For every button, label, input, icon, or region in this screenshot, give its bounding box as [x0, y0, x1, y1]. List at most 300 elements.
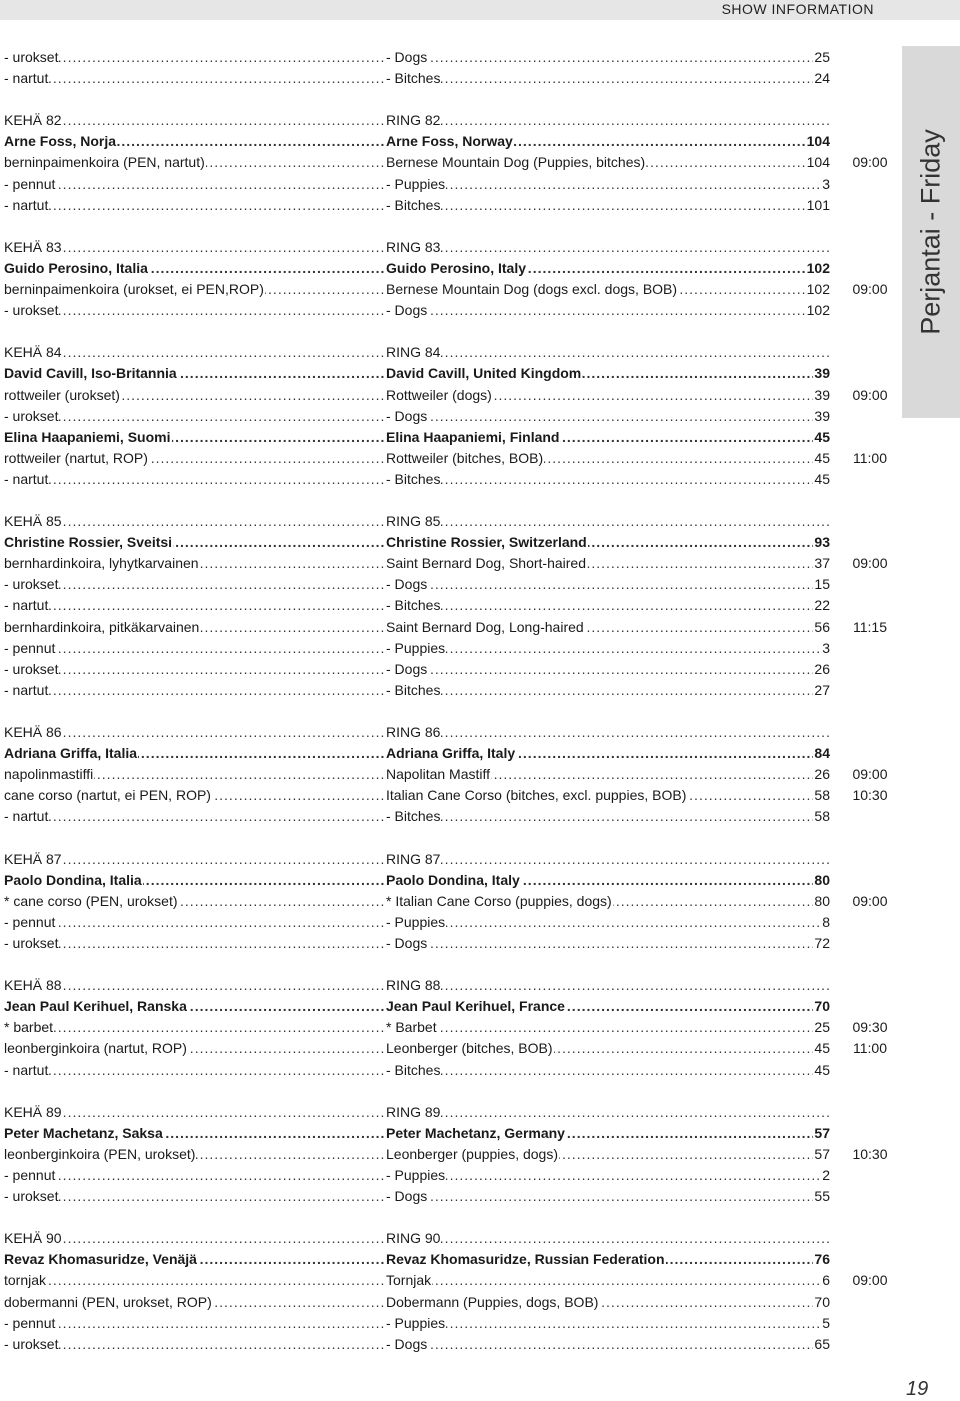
english-entry: [386, 722, 830, 743]
schedule-row: [4, 174, 897, 195]
finnish-entry-text: rottweiler (urokset): [4, 386, 120, 403]
finnish-entry-text: - urokset: [4, 934, 59, 951]
finnish-entry-text: berninpaimenkoira (urokset, ei PEN,ROP): [4, 281, 264, 298]
entry-count: 6: [821, 1270, 830, 1291]
english-entry-text: - Dogs: [386, 1335, 428, 1352]
english-entry-text: - Bitches: [386, 681, 441, 698]
finnish-entry: [4, 1165, 384, 1186]
entry-count: 45: [813, 1038, 830, 1059]
english-entry-text: Leonberger (bitches, BOB): [386, 1040, 553, 1057]
finnish-entry-text: leonberginkoira (nartut, ROP): [4, 1040, 187, 1057]
schedule-row: [4, 638, 897, 659]
finnish-entry: [4, 1017, 384, 1038]
schedule-row: [4, 1102, 897, 1123]
english-entry-text: Jean Paul Kerihuel, France: [386, 998, 565, 1015]
finnish-entry: [4, 891, 384, 912]
schedule-row: [4, 427, 897, 448]
finnish-entry-text: bernhardinkoira, lyhytkarvainen: [4, 555, 199, 572]
finnish-entry-text: Elina Haapaniemi, Suomi: [4, 428, 171, 445]
finnish-entry: [4, 300, 384, 321]
entry-count: 72: [813, 933, 830, 954]
english-entry-text: Adriana Griffa, Italy: [386, 745, 516, 762]
spacer-row: [4, 216, 897, 237]
section-title: SHOW INFORMATION: [721, 1, 874, 17]
english-entry: [386, 258, 830, 279]
schedule-row: [4, 1249, 897, 1270]
english-entry-text: * Italian Cane Corso (puppies, dogs): [386, 892, 612, 909]
english-entry: [386, 1102, 830, 1123]
entry-count: 45: [813, 1060, 830, 1081]
english-entry: [386, 764, 830, 785]
schedule-row: [4, 891, 897, 912]
english-entry: [386, 595, 830, 616]
spacer-row: [4, 490, 897, 511]
page-number: 19: [906, 1378, 929, 1400]
schedule-row: [4, 933, 897, 954]
schedule-row: [4, 1144, 897, 1165]
entry-count: 57: [813, 1144, 830, 1165]
entry-count: 24: [813, 68, 830, 89]
schedule-row: [4, 975, 897, 996]
english-entry-text: - Dogs: [386, 660, 428, 677]
entry-count: 93: [813, 532, 830, 553]
finnish-entry: [4, 110, 384, 131]
entry-count: 58: [813, 806, 830, 827]
finnish-entry-text: Christine Rossier, Sveitsi: [4, 534, 173, 551]
english-entry: [386, 1228, 830, 1249]
entry-count: 104: [806, 131, 830, 152]
schedule-row: [4, 1017, 897, 1038]
finnish-entry: [4, 1186, 384, 1207]
finnish-entry: [4, 448, 384, 469]
finnish-entry: [4, 279, 384, 300]
english-entry: [386, 511, 830, 532]
english-entry: [386, 385, 830, 406]
entry-count: 84: [813, 743, 830, 764]
english-entry-text: Paolo Dondina, Italy: [386, 871, 520, 888]
finnish-entry-text: KEHÄ 88: [4, 977, 62, 994]
english-entry-text: RING 86: [386, 724, 441, 740]
finnish-entry: [4, 574, 384, 595]
finnish-entry: [4, 342, 384, 363]
english-entry: [386, 785, 830, 806]
english-entry-text: - Dogs: [386, 49, 428, 65]
start-time: 11:15: [853, 618, 887, 635]
english-entry: [386, 617, 830, 638]
english-entry-text: Peter Machetanz, Germany: [386, 1124, 565, 1141]
entry-count: 45: [813, 427, 830, 448]
finnish-entry-text: tornjak: [4, 1272, 47, 1289]
english-entry-text: Leonberger (puppies, dogs): [386, 1145, 559, 1162]
schedule-row: [4, 617, 897, 638]
schedule-row: [4, 806, 897, 827]
english-entry: [386, 680, 830, 701]
entry-count: 102: [806, 279, 830, 300]
finnish-entry-text: KEHÄ 83: [4, 238, 62, 255]
finnish-entry-text: Jean Paul Kerihuel, Ranska: [4, 998, 187, 1015]
schedule-row: [4, 131, 897, 152]
finnish-entry: [4, 1313, 384, 1334]
finnish-entry-text: Paolo Dondina, Italia: [4, 871, 142, 888]
schedule-row: [4, 743, 897, 764]
spacer-row: [4, 1207, 897, 1228]
schedule-row: [4, 385, 897, 406]
english-entry-text: - Puppies: [386, 175, 446, 192]
finnish-entry: [4, 131, 384, 152]
entry-count: 104: [806, 152, 830, 173]
schedule-row: [4, 342, 897, 363]
schedule-row: [4, 152, 897, 173]
finnish-entry: [4, 975, 384, 996]
entry-count: 26: [813, 764, 830, 785]
start-time: 09:00: [852, 281, 888, 298]
finnish-entry-text: napolinmastiffi: [4, 766, 94, 783]
english-entry-text: - Puppies: [386, 1166, 446, 1183]
english-entry-text: - Bitches: [386, 597, 441, 614]
finnish-entry: [4, 806, 384, 827]
start-time: 10:30: [852, 1145, 888, 1162]
finnish-entry-text: - nartut: [4, 196, 49, 213]
english-entry-text: Elina Haapaniemi, Finland: [386, 428, 560, 445]
english-entry: [386, 1060, 830, 1081]
finnish-entry: [4, 406, 384, 427]
schedule-row: [4, 448, 897, 469]
finnish-entry: [4, 1249, 384, 1270]
schedule-row: [4, 110, 897, 131]
entry-count: 70: [813, 996, 830, 1017]
english-entry: [386, 174, 830, 195]
schedule-row: [4, 279, 897, 300]
schedule-row: [4, 912, 897, 933]
english-entry-text: David Cavill, United Kingdom: [386, 365, 582, 382]
start-time: 09:30: [852, 1019, 888, 1036]
entry-count: 37: [813, 553, 830, 574]
finnish-entry: [4, 1060, 384, 1081]
finnish-entry: [4, 722, 384, 743]
finnish-entry: [4, 849, 384, 870]
english-entry: [386, 1292, 830, 1313]
entry-count: 55: [813, 1186, 830, 1207]
english-entry: [386, 743, 830, 764]
spacer-row: [4, 321, 897, 342]
english-entry: [386, 996, 830, 1017]
english-entry: [386, 1270, 830, 1291]
english-entry: [386, 975, 830, 996]
finnish-entry: [4, 680, 384, 701]
finnish-entry: [4, 1334, 384, 1355]
entry-count: 76: [813, 1249, 830, 1270]
schedule-row: [4, 1313, 897, 1334]
schedule-row: [4, 722, 897, 743]
english-entry-text: Napolitan Mastiff: [386, 766, 491, 783]
english-entry-text: Bernese Mountain Dog (Puppies, bitches): [386, 154, 646, 171]
schedule-row: [4, 300, 897, 321]
english-entry: [386, 1123, 830, 1144]
entry-count: 27: [813, 680, 830, 701]
start-time: 11:00: [853, 449, 887, 466]
start-time: 11:00: [853, 1040, 887, 1057]
english-entry: [386, 891, 830, 912]
finnish-entry: [4, 469, 384, 490]
finnish-entry-text: - urokset: [4, 1335, 59, 1352]
english-entry: [386, 1165, 830, 1186]
english-entry: [386, 1017, 830, 1038]
english-entry: [386, 806, 830, 827]
schedule-row: [4, 785, 897, 806]
finnish-entry-text: KEHÄ 87: [4, 850, 62, 867]
english-entry-text: - Dogs: [386, 576, 428, 593]
finnish-entry: [4, 385, 384, 406]
schedule-row: [4, 553, 897, 574]
finnish-entry-text: * barbet: [4, 1019, 54, 1036]
english-entry-text: Saint Bernard Dog, Short-haired: [386, 555, 586, 572]
entry-count: 3: [821, 638, 830, 659]
english-entry-text: Rottweiler (dogs): [386, 386, 492, 403]
finnish-entry: [4, 933, 384, 954]
entry-count: 101: [806, 195, 830, 216]
finnish-entry-text: cane corso (nartut, ei PEN, ROP): [4, 787, 211, 804]
finnish-entry: [4, 511, 384, 532]
english-entry-text: - Bitches: [386, 196, 441, 213]
entry-count: 80: [813, 870, 830, 891]
schedule-row: [4, 870, 897, 891]
english-entry: [386, 342, 830, 363]
english-entry: [386, 131, 830, 152]
schedule-row: [4, 47, 897, 68]
english-entry-text: Guido Perosino, Italy: [386, 259, 527, 276]
finnish-entry-text: - pennut: [4, 1314, 56, 1331]
finnish-entry-text: - nartut: [4, 808, 49, 825]
entry-count: 22: [813, 595, 830, 616]
finnish-entry: [4, 785, 384, 806]
english-entry-text: RING 82: [386, 112, 441, 129]
english-entry: [386, 659, 830, 680]
entry-count: 102: [806, 258, 830, 279]
english-entry: [386, 532, 830, 553]
english-entry-text: - Puppies: [386, 1314, 446, 1331]
english-entry-text: - Bitches: [386, 470, 441, 487]
entry-count: 3: [821, 174, 830, 195]
finnish-entry: [4, 258, 384, 279]
english-entry-text: Rottweiler (bitches, BOB): [386, 449, 544, 466]
english-entry: [386, 152, 830, 173]
finnish-entry-text: rottweiler (nartut, ROP): [4, 449, 148, 466]
schedule-row: [4, 532, 897, 553]
finnish-entry-text: berninpaimenkoira (PEN, nartut): [4, 154, 205, 171]
finnish-entry: [4, 47, 384, 68]
english-entry-text: RING 87: [386, 850, 441, 867]
schedule-row: [4, 258, 897, 279]
spacer-row: [4, 701, 897, 722]
finnish-entry: [4, 912, 384, 933]
finnish-entry-text: KEHÄ 89: [4, 1103, 62, 1120]
schedule-row: [4, 195, 897, 216]
schedule-row: [4, 237, 897, 258]
schedule-row: [4, 659, 897, 680]
english-entry-text: - Dogs: [386, 934, 428, 951]
english-entry-text: - Bitches: [386, 1061, 441, 1078]
finnish-entry: [4, 532, 384, 553]
finnish-entry: [4, 174, 384, 195]
english-entry-text: RING 90: [386, 1230, 441, 1247]
start-time: 09:00: [852, 892, 888, 909]
english-entry: [386, 870, 830, 891]
english-entry-text: Revaz Khomasuridze, Russian Federation: [386, 1251, 665, 1268]
english-entry: [386, 912, 830, 933]
english-entry: [386, 1249, 830, 1270]
finnish-entry-text: dobermanni (PEN, urokset, ROP): [4, 1293, 212, 1310]
entry-count: 45: [813, 469, 830, 490]
english-entry: [386, 363, 830, 384]
schedule-row: [4, 1165, 897, 1186]
english-entry-text: RING 84: [386, 344, 441, 361]
schedule-row: [4, 595, 897, 616]
entry-count: 57: [813, 1123, 830, 1144]
english-entry: [386, 553, 830, 574]
entry-count: 45: [813, 448, 830, 469]
finnish-entry: [4, 659, 384, 680]
finnish-entry-text: Revaz Khomasuridze, Venäjä: [4, 1251, 197, 1268]
schedule-row: [4, 511, 897, 532]
english-entry: [386, 110, 830, 131]
finnish-entry: [4, 595, 384, 616]
finnish-entry-text: Guido Perosino, Italia: [4, 259, 148, 276]
schedule-row: [4, 996, 897, 1017]
finnish-entry-text: - pennut: [4, 913, 56, 930]
schedule-row: [4, 574, 897, 595]
entry-count: 39: [813, 406, 830, 427]
finnish-entry-text: Adriana Griffa, Italia: [4, 745, 138, 762]
schedule-row: [4, 1123, 897, 1144]
finnish-entry: [4, 996, 384, 1017]
ring-schedule-list: [4, 47, 897, 1355]
finnish-entry: [4, 743, 384, 764]
english-entry: [386, 849, 830, 870]
entry-count: 70: [813, 1292, 830, 1313]
finnish-entry-text: - urokset: [4, 576, 59, 593]
entry-count: 8: [821, 912, 830, 933]
finnish-entry-text: leonberginkoira (PEN, urokset): [4, 1145, 196, 1162]
schedule-row: [4, 406, 897, 427]
start-time: 09:00: [852, 386, 888, 403]
start-time: 09:00: [852, 154, 888, 171]
finnish-entry-text: - urokset: [4, 1188, 59, 1205]
english-entry: [386, 1313, 830, 1334]
english-entry: [386, 933, 830, 954]
finnish-entry: [4, 68, 384, 89]
english-entry: [386, 1334, 830, 1355]
finnish-entry-text: - pennut: [4, 639, 56, 656]
english-entry-text: - Bitches: [386, 808, 441, 825]
finnish-entry: [4, 1123, 384, 1144]
schedule-row: [4, 1228, 897, 1249]
english-entry-text: RING 83: [386, 238, 441, 255]
finnish-entry-text: Peter Machetanz, Saksa: [4, 1124, 163, 1141]
english-entry-text: - Bitches: [386, 70, 441, 87]
entry-count: 65: [813, 1334, 830, 1355]
finnish-entry: [4, 195, 384, 216]
schedule-row: [4, 1270, 897, 1291]
english-entry-text: RING 89: [386, 1103, 441, 1120]
entry-count: 26: [813, 659, 830, 680]
english-entry-text: - Dogs: [386, 1188, 428, 1205]
start-time: 09:00: [852, 1272, 888, 1289]
finnish-entry: [4, 152, 384, 173]
english-entry-text: * Barbet: [386, 1019, 437, 1036]
schedule-row: [4, 1038, 897, 1059]
entry-count: 25: [813, 47, 830, 68]
finnish-entry-text: David Cavill, Iso-Britannia: [4, 365, 177, 382]
english-entry-text: - Puppies: [386, 639, 446, 656]
finnish-entry-text: KEHÄ 84: [4, 344, 62, 361]
english-entry-text: Dobermann (Puppies, dogs, BOB): [386, 1293, 599, 1310]
entry-count: 56: [813, 617, 830, 638]
finnish-entry: [4, 1228, 384, 1249]
finnish-entry-text: - pennut: [4, 175, 56, 192]
finnish-entry-text: - pennut: [4, 1166, 56, 1183]
finnish-entry: [4, 1292, 384, 1313]
start-time: 10:30: [852, 787, 888, 804]
english-entry: [386, 68, 830, 89]
finnish-entry: [4, 363, 384, 384]
finnish-entry-text: - urokset: [4, 49, 59, 65]
finnish-entry: [4, 1144, 384, 1165]
english-entry-text: RING 88: [386, 977, 441, 994]
entry-count: 5: [821, 1313, 830, 1334]
entry-count: 58: [813, 785, 830, 806]
english-entry-text: Christine Rossier, Switzerland: [386, 534, 587, 551]
finnish-entry: [4, 617, 384, 638]
finnish-entry: [4, 553, 384, 574]
entry-count: 15: [813, 574, 830, 595]
schedule-row: [4, 764, 897, 785]
finnish-entry-text: KEHÄ 86: [4, 724, 62, 740]
spacer-row: [4, 954, 897, 975]
english-entry: [386, 279, 830, 300]
english-entry-text: - Dogs: [386, 407, 428, 424]
english-entry: [386, 47, 830, 68]
finnish-entry-text: - urokset: [4, 660, 59, 677]
entry-count: 80: [813, 891, 830, 912]
schedule-row: [4, 1060, 897, 1081]
english-entry: [386, 1144, 830, 1165]
finnish-entry: [4, 1270, 384, 1291]
entry-count: 25: [813, 1017, 830, 1038]
schedule-row: [4, 1186, 897, 1207]
english-entry: [386, 448, 830, 469]
entry-count: 39: [813, 363, 830, 384]
schedule-row: [4, 68, 897, 89]
entry-count: 39: [813, 385, 830, 406]
finnish-entry: [4, 1102, 384, 1123]
finnish-entry-text: bernhardinkoira, pitkäkarvainen: [4, 618, 200, 635]
schedule-row: [4, 680, 897, 701]
finnish-entry: [4, 764, 384, 785]
english-entry: [386, 469, 830, 490]
finnish-entry: [4, 1038, 384, 1059]
finnish-entry: [4, 427, 384, 448]
day-side-tab-label: Perjantai - Friday: [915, 129, 946, 335]
finnish-entry-text: KEHÄ 85: [4, 513, 62, 530]
english-entry: [386, 1186, 830, 1207]
finnish-entry-text: - urokset: [4, 407, 59, 424]
finnish-entry-text: - nartut: [4, 681, 49, 698]
finnish-entry: [4, 237, 384, 258]
english-entry: [386, 427, 830, 448]
english-entry: [386, 237, 830, 258]
spacer-row: [4, 89, 897, 110]
schedule-row: [4, 1334, 897, 1355]
